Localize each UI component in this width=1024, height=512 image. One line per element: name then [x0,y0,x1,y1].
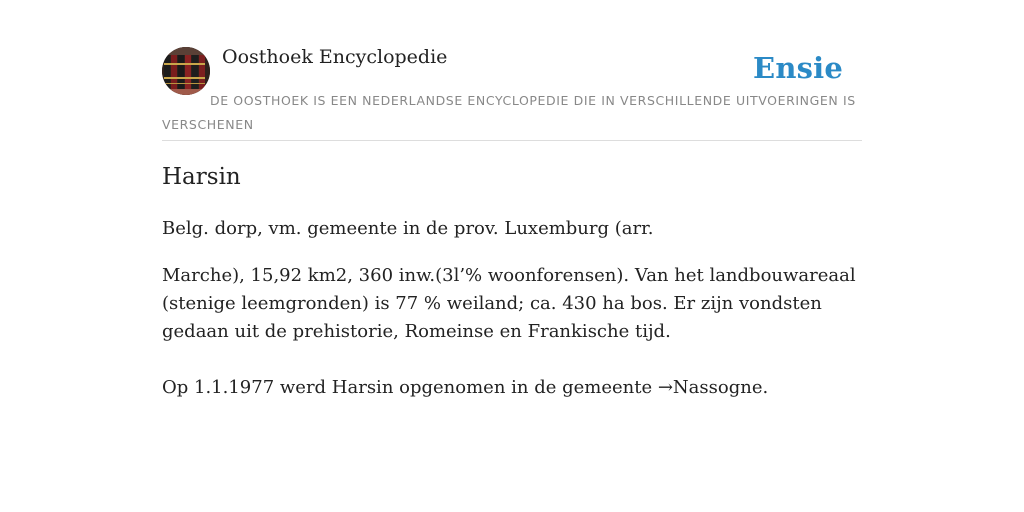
article-paragraph [162,374,862,402]
paragraph-text: Op 1.1.1977 werd Harsin opgenomen in de gemeente [162,377,658,398]
article-paragraph: Marche), 15,92 km2, 360 inw.(3l’% woonforensen). Van het landbouwareaal (stenige leemgronden) is 77 % weiland; ca. 430 ha bos. Er zijn vondsten gedaan uit de prehistorie, Romeinse en Frankische tijd. [162,265,856,342]
paragraph-text: . [762,377,769,398]
source-description: DE OOSTHOEK IS EEN NEDERLANDSE ENCYCLOPEDIE DIE IN VERSCHILLENDE UITVOERINGEN IS VERSCHENEN [162,93,856,132]
nassogne-link[interactable]: →Nassogne [657,377,763,398]
source-header [162,0,862,141]
ensie-logo[interactable]: Ensie [753,51,843,85]
article-title: Harsin [162,164,241,190]
encyclopedia-books-icon [162,47,210,95]
article-paragraph: Belg. dorp, vm. gemeente in de prov. Luxemburg (arr. [162,218,654,239]
source-avatar[interactable] [162,47,210,95]
page-container [162,0,862,398]
source-title[interactable]: Oosthoek Encyclopedie [222,46,448,68]
article-body [162,215,862,402]
